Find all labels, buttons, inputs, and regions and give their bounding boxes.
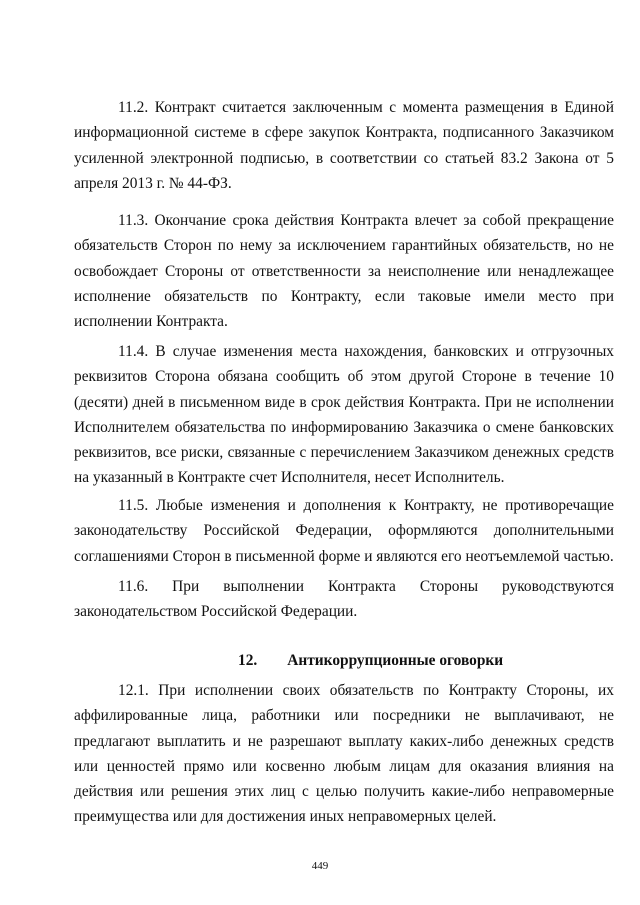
page-number: 449 [311,860,329,872]
clause-11-6 [74,574,614,625]
section-heading [238,651,503,671]
clause-11-2 [74,95,614,196]
clause-11-5 [74,493,614,569]
clause-text: 12.1. При исполнении своих обязательств по Контракту Стороны, их аффилированные лица, работники или посредники не выплачивают, не предлагают выплатить и не разрешают выплату каких-либо денежных средств или ценностей прямо или косвенно любым лицам для оказания влияния на действия или решения этих лиц с целью получить какие-либо неправомерные преимущества или для достижения иных неправомерных целей. [74,682,614,826]
clause-11-3 [74,208,614,334]
clause-text: 11.4. В случае изменения места нахождения, банковских и отгрузочных реквизитов Сторона обязана сообщить об этом другой Стороне в течение 10 (десяти) дней в письменном виде в срок действия Контракта. При не исполнении Исполнителем обязательства по информированию Заказчика о смене банковских реквизитов, все риски, связанные с перечислением Заказчиком денежных средств на указанный в Контракте счет Исполнителя, несет Исполнитель. [74,343,614,487]
section-number: 12. [238,652,258,669]
clause-text: 11.3. Окончание срока действия Контракта влечет за собой прекращение обязательств Сторон по нему за исключением гарантийных обязательств, но не освобождает Стороны от ответственности за неисполнение или ненадлежащее исполнение обязательств по Контракту, если таковые имели место при исполнении Контракта. [74,212,614,331]
clause-12-1 [74,678,614,830]
clause-text: 11.2. Контракт считается заключенным с момента размещения в Единой информационной системе в сфере закупок Контракта, подписанного Заказчиком усиленной электронной подписью, в соответствии со статьей 83.2 Закона от 5 апреля 2013 г. № 44-ФЗ. [74,99,614,192]
clause-text: 11.5. Любые изменения и дополнения к Контракту, не противоречащие законодательству Российской Федерации, оформляются дополнительными соглашениями Сторон в письменной форме и являются его неотъемлемой частью. [74,497,614,565]
clause-text: 11.6. При выполнении Контракта Стороны руководствуются законодательством Российской Федерации. [74,578,614,621]
clause-11-4 [74,339,614,491]
section-title: Антикоррупционные оговорки [287,652,504,669]
